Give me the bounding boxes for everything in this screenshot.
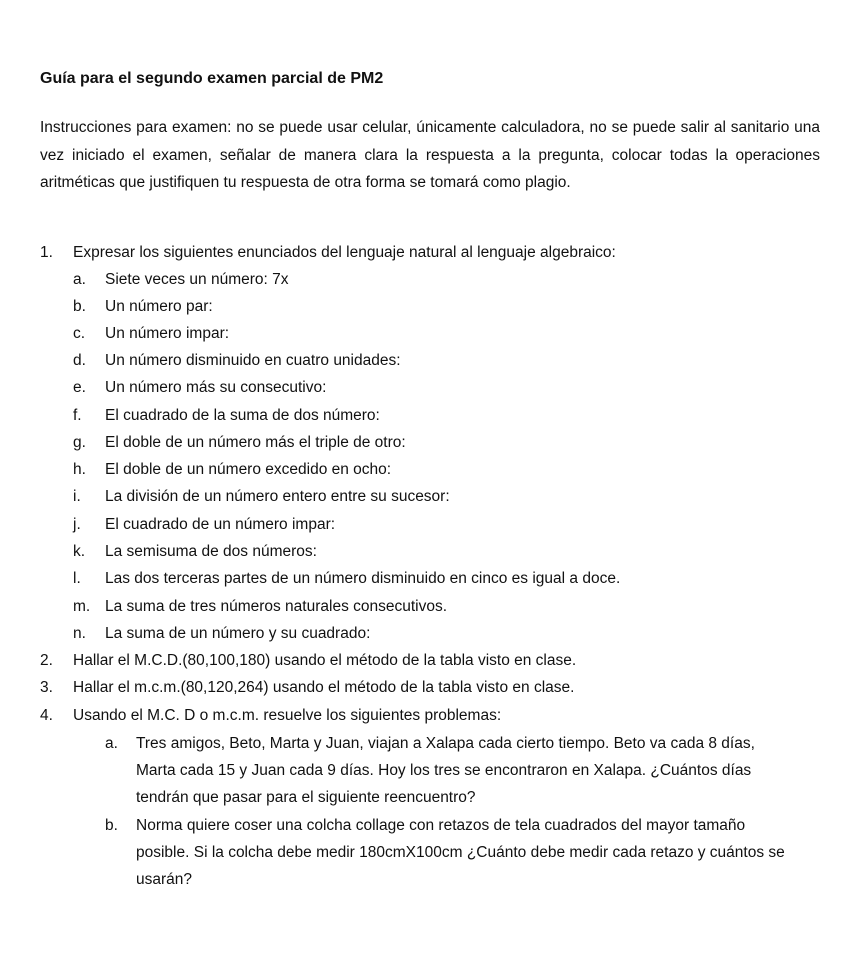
list-item [0,538,852,565]
list-item [0,347,852,374]
list-item-marker: e. [73,379,86,396]
list-item-text: La suma de tres números naturales consecutivos. [105,598,448,615]
question-4 [0,702,852,729]
list-item-text: Siete veces un número: 7x [105,271,289,288]
list-item-marker: g. [73,434,86,451]
list-item [0,593,852,620]
list-item-text: El cuadrado de un número impar: [105,516,336,533]
instructions-paragraph: Instrucciones para examen: no se puede usar celular, únicamente calculadora, no se puede salir al sanitario una vez iniciado el examen, señalar de manera clara la respuesta a la pregunta, colocar todas la operaciones aritméticas que justifiquen tu respuesta de otra forma se tomará como plagio. [40,119,820,191]
problem-a [0,730,852,812]
list-item-marker: c. [73,325,86,342]
list-item-marker: l. [73,570,81,587]
list-item-text: El doble de un número excedido en ocho: [105,461,392,478]
list-item-marker: j. [73,516,81,533]
list-item-text: Un número más su consecutivo: [105,379,327,396]
list-item [0,266,852,293]
question-3-marker: 3. [40,679,53,696]
list-item-text: Las dos terceras partes de un número disminuido en cinco es igual a doce. [105,570,621,587]
question-1-text: Expresar los siguientes enunciados del lenguaje natural al lenguaje algebraico: [73,244,616,261]
list-item [0,511,852,538]
problem-a-text: Tres amigos, Beto, Marta y Juan, viajan a Xalapa cada cierto tiempo. Beto va cada 8 días, Marta cada 15 y Juan cada 9 días. Hoy los tres se encontraron en Xalapa. ¿Cuántos días tendrán que pasar para el siguiente reencuentro? [136,735,755,806]
list-item-marker: n. [73,625,86,642]
problem-a-marker: a. [105,735,118,752]
list-item-marker: m. [73,598,91,615]
problem-b [0,812,852,894]
question-3-text: Hallar el m.c.m.(80,120,264) usando el método de la tabla visto en clase. [73,679,575,696]
list-item-text: Un número par: [105,298,213,315]
question-2-marker: 2. [40,652,53,669]
list-item [0,565,852,592]
question-4-marker: 4. [40,707,53,724]
list-item-text: La semisuma de dos números: [105,543,317,560]
list-item-text: El cuadrado de la suma de dos número: [105,407,380,424]
list-item-marker: h. [73,461,86,478]
list-item-marker: i. [73,488,81,505]
list-item-text: La división de un número entero entre su sucesor: [105,488,450,505]
list-item-text: Un número impar: [105,325,230,342]
list-item-text: El doble de un número más el triple de otro: [105,434,406,451]
question-3 [0,674,852,701]
list-item [0,402,852,429]
list-item-marker: b. [73,298,86,315]
problem-b-text: Norma quiere coser una colcha collage con retazos de tela cuadrados del mayor tamaño posible. Si la colcha debe medir 180cmX100cm ¿Cuánto debe medir cada retazo y cuántos se usarán? [136,817,785,888]
problem-b-marker: b. [105,817,118,834]
list-item-marker: k. [73,543,86,560]
question-4-text: Usando el M.C. D o m.c.m. resuelve los siguientes problemas: [73,707,502,724]
list-item [0,483,852,510]
question-1 [0,239,852,266]
question-2-text: Hallar el M.C.D.(80,100,180) usando el método de la tabla visto en clase. [73,652,577,669]
list-item [0,620,852,647]
list-item [0,429,852,456]
list-item [0,293,852,320]
list-item-marker: a. [73,271,86,288]
list-item-text: La suma de un número y su cuadrado: [105,625,371,642]
list-item [0,456,852,483]
list-item-marker: f. [73,407,82,424]
list-item [0,374,852,401]
document-title: Guía para el segundo examen parcial de PM2 [40,70,384,87]
list-item [0,320,852,347]
question-1-marker: 1. [40,244,53,261]
list-item-text: Un número disminuido en cuatro unidades: [105,352,401,369]
question-2 [0,647,852,674]
list-item-marker: d. [73,352,86,369]
